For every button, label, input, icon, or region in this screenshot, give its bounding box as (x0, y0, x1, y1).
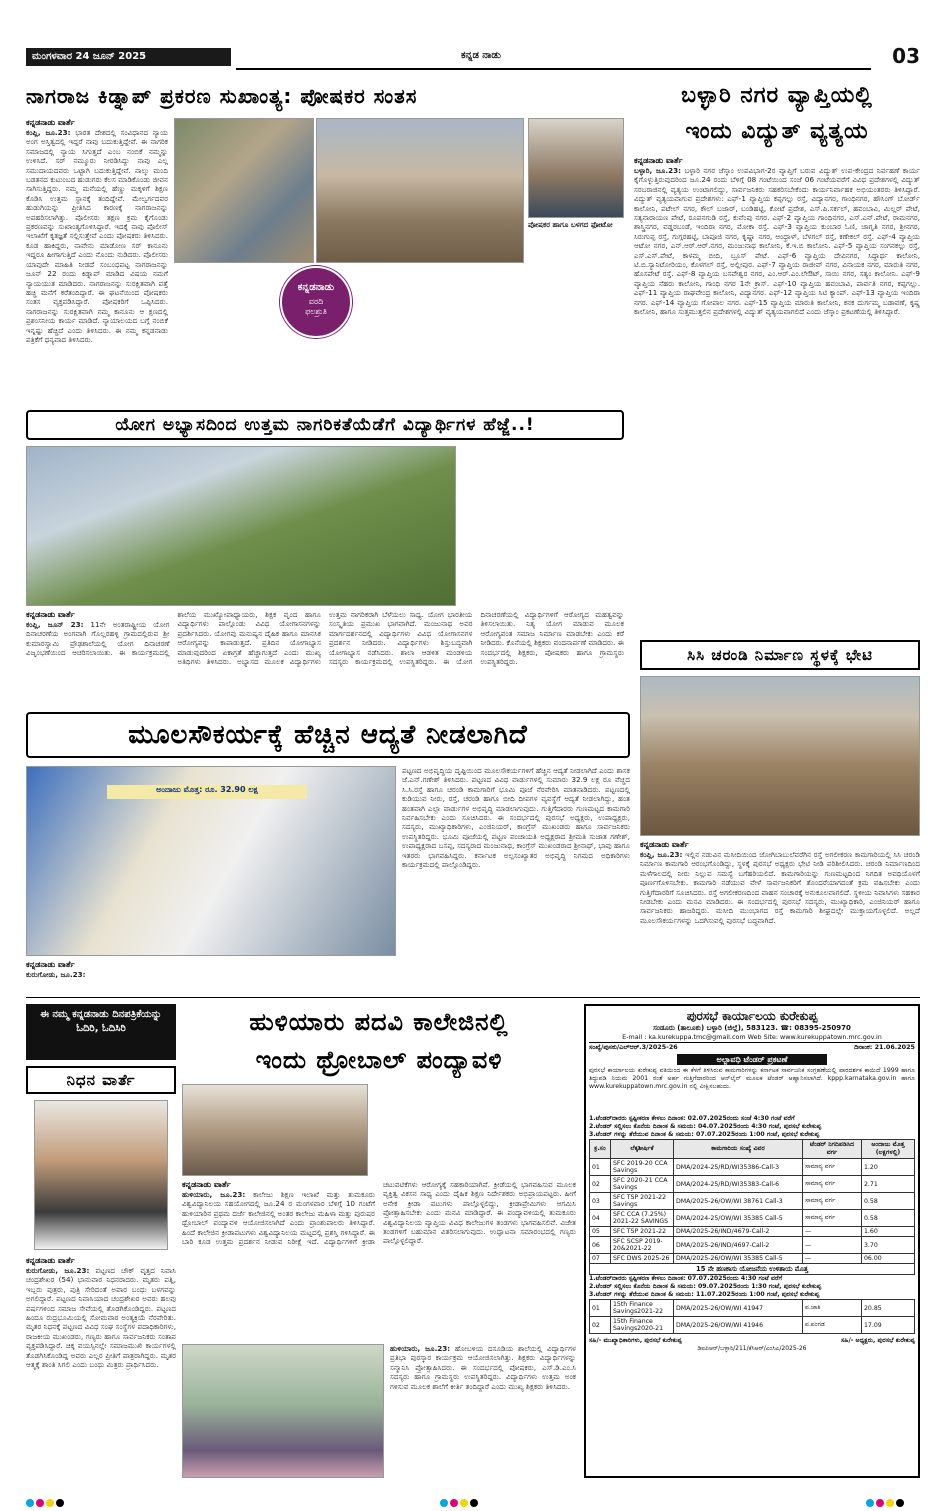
tender-date-2: 2.ಟೆಂಡರ್ ಸಲ್ಲಿಸಲು ಕೊನೆಯ ದಿನಾಂಕ & ಸಮಯ: 04.07.2025ರಂದು 4:30 ಗಂಟೆ, ಪುರಸಭೆ ಕುರೇಕುಪ್ಪ (589, 1123, 822, 1130)
registration-marks-left (26, 1492, 86, 1502)
cell: 07 (590, 1254, 611, 1264)
story-infra (26, 712, 630, 992)
table-row (590, 1254, 915, 1264)
tender-date-1: 1.ಟೆಂಡರ್‌ದಾರರು ಸ್ಪಷ್ಟೀಕರಣ ಕೇಳಲು ದಿನಾಂಕ: 02.07.2025ರಂದು ಸಂಜೆ 4:30 ಗಂಟೆ ವರೆಗೆ (589, 1115, 795, 1122)
story-drain-photo (640, 676, 920, 836)
obituary-dateline: ಕುರುಗೋಡು, ಜೂ.23: (26, 1266, 90, 1275)
cell: SFC TSP 2021-22 Savings (611, 1193, 674, 1210)
story-kidnap-dateline: ಕಂಪ್ಲಿ, ಜೂ.23: (26, 128, 71, 137)
story-yoga-text: 11ನೇ ಅಂತರಾಷ್ಟ್ರೀಯ ಯೋಗ ದಿನಾಚರಣೆಯ ಅಂಗವಾಗಿ ಗೊಲ್ಲರಹಳ್ಳಿ ಗ್ರಾಮದಲ್ಲಿರುವ ಶ್ರೀ ಕುಮಾರಸ್ವಾಮಿ ಪ್ರೌಢಶಾಲೆಯಲ್ಲಿ ಯೋಗ ದಿನಾಚರಣೆ ವಿಜೃಂಭಣೆಯಿಂದ ಆಚರಿಸಲಾಯಿತು. ಈ ಕಾರ್ಯಕ್ರಮದಲ್ಲಿ ಶಾಲೆಯ ಮುಖ್ಯೋಪಾಧ್ಯಾಯರು, ಶಿಕ್ಷಕ ವೃಂದ ಹಾಗೂ ವಿದ್ಯಾರ್ಥಿಗಳು ಪಾಲ್ಗೊಂಡು ವಿವಿಧ ಯೋಗಾಸನಗಳನ್ನು ಪ್ರದರ್ಶಿಸಿದರು. ಯೋಗವು ಮನುಷ್ಯನ ದೈಹಿಕ ಹಾಗೂ ಮಾನಸಿಕ ಆರೋಗ್ಯವನ್ನು ಕಾಪಾಡುತ್ತದೆ. ಪ್ರತಿದಿನ ಯೋಗಾಭ್ಯಾಸ ಮಾಡುವುದರಿಂದ ಏಕಾಗ್ರತೆ ಹೆಚ್ಚಾಗುತ್ತದೆ ಎಂದು ಮುಖ್ಯ ಅತಿಥಿಗಳು ತಿಳಿಸಿದರು. ಅಭ್ಯಾಸದ ಮೂಲಕ ವಿದ್ಯಾರ್ಥಿಗಳು ಉತ್ತಮ ನಾಗರಿಕರಾಗಿ ಬೆಳೆಯಲು ಸಾಧ್ಯ. ಯೋಗ ಭಾರತೀಯ ಸಂಸ್ಕೃತಿಯ ಪ್ರಮುಖ ಭಾಗವಾಗಿದೆ. ಮಂಜುನಾಥ ಅವರ ಮಾರ್ಗದರ್ಶನದಲ್ಲಿ ವಿದ್ಯಾರ್ಥಿಗಳು ವಿವಿಧ ಯೋಗಾಸನಗಳ ಪ್ರದರ್ಶನ ನೀಡಿದರು. ವಿದ್ಯಾರ್ಥಿಗಳು ಶಿಸ್ತುಬದ್ಧವಾಗಿ ಯೋಗಾಭ್ಯಾಸ ನಡೆಸಿದರು. ಶಾಲಾ ಆಡಳಿತ ಮಂಡಳಿಯ ಸದಸ್ಯರು ಕಾರ್ಯಕ್ರಮದಲ್ಲಿ ಉಪಸ್ಥಿತರಿದ್ದರು. ಈ ಯೋಗ ದಿನಾಚರಣೆಯಲ್ಲಿ ವಿದ್ಯಾರ್ಥಿಗಳಿಗೆ ಆರೋಗ್ಯದ ಮಹತ್ವವನ್ನು ತಿಳಿಸಲಾಯಿತು. ನಿತ್ಯ ಯೋಗ ಮಾಡುವ ಮೂಲಕ ಆರೋಗ್ಯವಂತ ಸಮಾಜ ನಿರ್ಮಾಣ ಮಾಡಬೇಕು ಎಂದು ಕರೆ ನೀಡಿದರು. ಕೊನೆಯಲ್ಲಿ ಶಿಕ್ಷಕರು ವಂದನಾರ್ಪಣೆ ಮಾಡಿದರು. ಈ ಸಂದರ್ಭದಲ್ಲಿ ಶಿಕ್ಷಕರು, ಪೋಷಕರು ಹಾಗೂ ಗ್ರಾಮಸ್ಥರು ಉಪಸ್ಥಿತರಿದ್ದರು. (26, 610, 624, 667)
cell: DMA/2024-25/OW/WI 35385 Call-5 (674, 1210, 803, 1227)
cell: 1.20 (862, 1159, 915, 1176)
story-infra-headline: ಮೂಲಸೌಕರ್ಯಕ್ಕೆ ಹೆಚ್ಚಿನ ಆದ್ಯತೆ ನೀಡಲಾಗಿದೆ (128, 720, 528, 750)
reg-dot-black (896, 1499, 904, 1507)
cell: 20.85 (862, 1300, 915, 1317)
cell: 01 (590, 1300, 611, 1317)
story-kidnap-headline: ನಾಗರಾಜ ಕಿಡ್ನಾಪ್ ಪ್ರಕರಣ ಸುಖಾಂತ್ಯ: ಪೋಷಕರ ಸಂತಸ (26, 84, 418, 108)
story-yoga-headline: ಯೋಗ ಅಭ್ಯಾಸದಿಂದ ಉತ್ತಮ ನಾಗರಿಕತೆಯೆಡೆಗೆ ವಿದ್ಯಾರ್ಥಿಗಳ ಹೆಜ್ಜೆ..! (115, 415, 535, 435)
tender-date-3: 3.ಟೆಂಡರ್ ಗಳನ್ನು ತೆರೆಯುವ ದಿನಾಂಕ & ಸಮಯ: 07.07.2025ರಂದು 1:00 ಗಂಟೆ, ಪುರಸಭೆ ಕುರೇಕುಪ್ಪ (589, 1131, 820, 1138)
cell: SFC DWS 2025-26 (611, 1254, 674, 1264)
tender-col-head: ಲೆಕ್ಕಶೀರ್ಷಿಕೆ (611, 1140, 674, 1159)
story-yoga-byline: ಕನ್ನಡನಾಡು ವಾರ್ತೆ (26, 610, 75, 619)
cell: 06.00 (862, 1254, 915, 1264)
tender-section2-title: 15 ನೇ ಹಣಕಾಸು ಯೋಜನೆಯ ಉಳಿತಾಯ ಮೊತ್ತ (589, 1264, 915, 1275)
story-throwball-headline-2: ಇಂದು ಥ್ರೋಬಾಲ್ ಪಂದ್ಯಾವಳಿ (255, 1046, 503, 1074)
cell: DMA/2025-26/OW/WI 35385 Call-5 (674, 1254, 803, 1264)
obituary-photo (34, 1100, 168, 1250)
tender-ref-date: ದಿನಾಂಕ: 21.06.2025 (854, 1043, 915, 1051)
tender-date2-2: 2.ಟೆಂಡರ್ ಸಲ್ಲಿಸಲು ಕೊನೆಯ ದಿನಾಂಕ & ಸಮಯ: 09.07.2025ರಂದು 1:30 ಗಂಟೆ, ಪುರಸಭೆ ಕುರೇಕುಪ್ಪ (589, 1283, 822, 1290)
story-infra-body-right (402, 766, 630, 992)
cell: ಪ.ಜಾತಿ (803, 1300, 862, 1317)
tender-col-amount: ಅಂದಾಜು ಮೊತ್ತ (ಲಕ್ಷಗಳಲ್ಲಿ) (862, 1140, 915, 1159)
story-throwball-dateline: ಹುಳಿಯಾರು, ಜೂ.23: (182, 1190, 246, 1199)
cell: SFC CCA (7.25%) 2021-22 SAVINGS (611, 1210, 674, 1227)
promo-box (26, 1004, 176, 1060)
story-throwball-dateline2: ಹುಳಿಯಾರು, ಜೂ.23: (390, 1344, 451, 1353)
masthead (26, 44, 920, 70)
tender-sign-right: ಸಹಿ/- ಅಧ್ಯಕ್ಷರು, ಪುರಸಭೆ ಕುರೇಕುಪ್ಪ (840, 1337, 915, 1344)
cell: 0.58 (862, 1193, 915, 1210)
cell: DMA/2025-26/OW/WI 38761 Call-3 (674, 1193, 803, 1210)
tender-table-2 (589, 1299, 915, 1334)
story-power-body (634, 156, 920, 636)
tender-col-sl: ಕ್ರ.ಸಂ (590, 1140, 611, 1159)
cell: DMA/2025-26/IND/4697-Call-2 (674, 1237, 803, 1254)
cell: — (803, 1237, 862, 1254)
story-throwball-text2: ಹೋಬಳಿಯ ದಸೂಡಿಯ ಶಾಲೆಯಲ್ಲಿ ವಿದ್ಯಾರ್ಥಿಗಳ ಪ್ರತಿಭಾ ಪುರಸ್ಕಾರ ಕಾರ್ಯಕ್ರಮ ಆಯೋಜಿಸಲಾಗಿತ್ತು. ಶಿಕ್ಷಕರು ವಿದ್ಯಾರ್ಥಿಗಳನ್ನು ಸನ್ಮಾನಿಸಿ ಪ್ರೋತ್ಸಾಹಿಸಿದರು. ಈ ಸಂದರ್ಭದಲ್ಲಿ ಪೋಷಕರು, ಎಸ್.ಡಿ.ಎಂ.ಸಿ ಸದಸ್ಯರು ಹಾಗೂ ಗ್ರಾಮಸ್ಥರು ಉಪಸ್ಥಿತರಿದ್ದರು. ವಿದ್ಯಾರ್ಥಿಗಳು ಉತ್ತಮ ಅಂಕ ಗಳಿಸುವ ಮೂಲಕ ಶಾಲೆಗೆ ಕೀರ್ತಿ ತಂದಿದ್ದಾರೆ ಎಂದು ಮುಖ್ಯ ಶಿಕ್ಷಕರು ತಿಳಿಸಿದರು. (390, 1344, 576, 1391)
reg-dot-black (56, 1499, 64, 1507)
cell: ಸಾಮಾನ್ಯ ವರ್ಗ (803, 1193, 862, 1210)
cell: 0.58 (862, 1210, 915, 1227)
story-throwball-body2 (390, 1344, 576, 1478)
story-drain-text: ಇಲ್ಲಿನ ನಡುವಿನ ಮಸೀದಿಯಿಂದ ಜೋಗಿಬಾಬುಲೆವರೆಗಿನ ರಸ್ತೆ ಅಗಲೀಕರಣ ಕಾಮಗಾರಿಯಲ್ಲಿ ಸಿಸಿ ಚರಂಡಿ ನಿರ್ಮಾಣ ಕಾಮಗಾರಿ ಆರಂಭಗೊಂಡಿದ್ದು, ಸ್ಥಳಕ್ಕೆ ಪುರಸಭೆ ಅಧ್ಯಕ್ಷರು ಭೇಟಿ ನೀಡಿ ಪರಿಶೀಲಿಸಿದರು. ಚರಂಡಿ ನಿರ್ಮಾಣದಿಂದ ಮಳೆಗಾಲದಲ್ಲಿ ನೀರು ನಿಲ್ಲುವ ಸಮಸ್ಯೆ ಬಗೆಹರಿಯಲಿದೆ. ಕಾಮಗಾರಿಯನ್ನು ಗುಣಮಟ್ಟದಿಂದ ನಿಗದಿತ ಅವಧಿಯೊಳಗೆ ಪೂರ್ಣಗೊಳಿಸಬೇಕು. ಕಾಮಗಾರಿ ನಡೆಯುವ ವೇಳೆ ಸಾರ್ವಜನಿಕರಿಗೆ ತೊಂದರೆಯಾಗದಂತೆ ಕ್ರಮ ವಹಿಸಬೇಕು ಎಂದು ಗುತ್ತಿಗೆದಾರರಿಗೆ ಸೂಚಿಸಿದರು. ರಸ್ತೆ ಅಗಲೀಕರಣದಿಂದ ವಾಹನ ಸಂಚಾರಕ್ಕೆ ಅನುಕೂಲವಾಗಲಿದೆ. ಸ್ಥಳೀಯ ನಿವಾಸಿಗಳು ಸಹಕಾರ ನೀಡಬೇಕು ಎಂದು ಮನವಿ ಮಾಡಿದರು. ಈ ಸಂದರ್ಭದಲ್ಲಿ ಪುರಸಭೆ ಸದಸ್ಯರು, ಮುಖ್ಯಾಧಿಕಾರಿ, ಎಂಜಿನಿಯರ್ ಹಾಗೂ ಸಾರ್ವಜನಿಕರು ಹಾಜರಿದ್ದರು. ಮಸೀದಿ ಮುಂಭಾಗದ ರಸ್ತೆ ಕಾಮಗಾರಿ ಶೀಘ್ರದಲ್ಲೇ ಮುಕ್ತಾಯಗೊಳ್ಳಲಿದೆ. ಅಲ್ಲದೆ ಮೂಲಸೌಕರ್ಯಗಳನ್ನು ಒದಗಿಸುವಲ್ಲಿ ಪುರಸಭೆ ಬದ್ಧವಾಗಿದೆ. (640, 850, 920, 925)
reg-dot-cyan (26, 1499, 34, 1507)
page-number: 03 (892, 44, 920, 68)
tender-dates (589, 1115, 915, 1139)
story-power-headline-1: ಬಳ್ಳಾರಿ ನಗರ ವ್ಯಾಪ್ತಿಯಲ್ಲಿ (681, 83, 873, 108)
cell: DMA/2025-26/OW/WI 41946 (674, 1317, 803, 1334)
table-row (590, 1237, 915, 1254)
cell: 3.70 (862, 1237, 915, 1254)
story-power (634, 78, 920, 638)
badge-brand: ಕನ್ನಡನಾಡು (297, 282, 335, 293)
tender-table-header (590, 1140, 915, 1159)
obituary-title-box (26, 1066, 176, 1094)
story-infra-dateline: ಕುರುಗೋಡು, ಜೂ.23: (26, 970, 86, 979)
story-power-text: ಬಳ್ಳಾರಿ ನಗರ ಜೆಸ್ಕಾಂ ಉಪವಿಭಾಗ-2ರ ವ್ಯಾಪ್ತಿಗೆ ಬರುವ ವಿದ್ಯುತ್ ಉಪ-ಕೇಂದ್ರದ ನಿರ್ವಹಣೆ ಕಾರ್ಯ ಕೈಗೊಳ್ಳುತ್ತಿರುವುದರಿಂದ ಜೂ.24 ರಂದು ಬೆಳಿಗ್ಗೆ 08 ಗಂಟೆಯಿಂದ ಸಂಜೆ 06 ಗಂಟೆಯವರೆಗೆ ವಿವಿಧ ಪ್ರದೇಶಗಳಲ್ಲಿ ವಿದ್ಯುತ್ ಸರಬರಾಜಿನಲ್ಲಿ ವ್ಯತ್ಯಯ ಉಂಟಾಗಲಿದ್ದು, ಸಾರ್ವಜನಿಕರು ಸಹಕರಿಸಬೇಕೆಂದು ಕಾರ್ಯನಿರ್ವಾಹಕ ಅಭಿಯಂತರರು ತಿಳಿಸಿದ್ದಾರೆ. ವಿದ್ಯುತ್ ವ್ಯತ್ಯಯವಾಗುವ ಪ್ರದೇಶಗಳು: ಎಫ್-1 ವ್ಯಾಪ್ತಿಯ ಕಪ್ಪಗಲ್ಲು ರಸ್ತೆ, ವಿದ್ಯಾನಗರ, ಗಾಂಧಿನಗರ, ಹೌಸಿಂಗ್ ಬೋರ್ಡ್ ಕಾಲೋನಿ, ಪಟೇಲ್ ನಗರ, ಕೌಲ್ ಬಜಾರ್, ಬಂಡಿಹಟ್ಟಿ, ಕೋಟೆ ಪ್ರದೇಶ, ಎಸ್.ಪಿ.ಸರ್ಕಲ್, ಹವಂಬಾವಿ, ಮಿಲ್ಲರ್ ಪೇಟೆ, ಸತ್ಯನಾರಾಯಣ ಪೇಟೆ, ರೂಪನಗುಡಿ ರಸ್ತೆ, ಕುವೆಂಪು ನಗರ. ಎಫ್-2 ವ್ಯಾಪ್ತಿಯ ಗಾಂಧಿನಗರ, ಎಸ್.ಎನ್.ಪೇಟೆ, ರಾಮನಗರ, ಶಾಸ್ತ್ರಿನಗರ, ವಡ್ಡರಬಂಡೆ, ಇಂದಿರಾ ನಗರ, ಮೋಕಾ ರಸ್ತೆ. ಎಫ್-3 ವ್ಯಾಪ್ತಿಯ ಕುಂಬಾರ ಓಣಿ, ಜಾಗೃತಿ ನಗರ, ಶ್ರೀನಗರ, ಸಿರುಗುಪ್ಪ ರಸ್ತೆ, ಗುಗ್ಗರಹಟ್ಟಿ, ಬಾಪೂಜಿ ನಗರ, ಕೃಷ್ಣಾ ನಗರ, ಆಂಧ್ರಾಳ್, ಬೆಳಗಲ್ ರಸ್ತೆ, ಕಣೇಕಲ್ ರಸ್ತೆ. ಎಫ್-4 ವ್ಯಾಪ್ತಿಯ ಆಟೋ ನಗರ, ಎನ್.ಆರ್.ಆರ್.ನಗರ, ಮಂಜುನಾಥ ಕಾಲೋನಿ, ಕೆ.ಇ.ಬಿ ಕಾಲೋನಿ. ಎಫ್-5 ವ್ಯಾಪ್ತಿಯ ಸಂಗನಕಲ್ಲು ರಸ್ತೆ, ಎಸ್.ಎಸ್.ಪೇಟೆ, ಕಾಳಮ್ಮ ಬೀದಿ, ಬ್ರೂಸ್ ಪೇಟೆ. ಎಫ್-6 ವ್ಯಾಪ್ತಿಯ ದೇವಿನಗರ, ಸಿದ್ಧಾರ್ಥ ಕಾಲೋನಿ, ಟಿ.ಬಿ.ಸ್ಯಾನಿಟೋರಿಯಂ, ಕೊಳಗಲ್ ರಸ್ತೆ, ಅಲ್ಲೀಪುರ. ಎಫ್-7 ವ್ಯಾಪ್ತಿಯ ರಾಜೀವ್ ನಗರ, ವಿನಾಯಕ ನಗರ, ಮಾರುತಿ ನಗರ, ಹೊಸಪೇಟೆ ರಸ್ತೆ. ಎಫ್-8 ವ್ಯಾಪ್ತಿಯ ಬಸವೇಶ್ವರ ನಗರ, ಎಂ.ಆರ್.ಎಂ.ಲೇಔಟ್, ಸಾಯಿ ನಗರ, ಸತ್ಯಂ ಕಾಲೋನಿ. ಎಫ್-9 ವ್ಯಾಪ್ತಿಯ ನೆಹರು ಕಾಲೋನಿ, ಗಾಂಧಿ ನಗರ 1ನೇ ಕ್ರಾಸ್. ಎಫ್-10 ವ್ಯಾಪ್ತಿಯ ಹವಂಬಾವಿ, ಪಾರ್ವತಿ ನಗರ, ಕಪ್ಪಗಲ್ಲು. ಎಫ್-11 ವ್ಯಾಪ್ತಿಯ ರಾಘವೇಂದ್ರ ಕಾಲೋನಿ, ವಿದ್ಯಾನಗರ. ಎಫ್-12 ವ್ಯಾಪ್ತಿಯ ಸಿಟಿ ಕ್ಯಾಂಪ್. ಎಫ್-13 ವ್ಯಾಪ್ತಿಯ ಇಂದಿರಾ ನಗರ. ಎಫ್-14 ವ್ಯಾಪ್ತಿಯ ಗೋಪಾಲ ನಗರ. ಎಫ್-15 ವ್ಯಾಪ್ತಿಯ ಮಾರುತಿ ಕಾಲೋನಿ, ಕನಕ ದುರ್ಗಮ್ಮ ಬಡಾವಣೆ, ಕೃಷ್ಣ ಕಾಲೋನಿ, ಹಾಗೂ ಸುತ್ತಮುತ್ತಲಿನ ಪ್ರದೇಶಗಳಲ್ಲಿ ವಿದ್ಯುತ್ ವ್ಯತ್ಯಯವಾಗಲಿದೆ ಎಂದು ಜೆಸ್ಕಾಂ ಪ್ರಕಟಣೆಯಲ್ಲಿ ತಿಳಿಸಿದ್ದಾರೆ. (634, 166, 920, 317)
story-drain-dateline: ಕಂಪ್ಲಿ, ಜೂ.23: (640, 850, 683, 859)
story-throwball-photo-students (182, 1344, 384, 1478)
story-kidnap-byline: ಕನ್ನಡನಾಡು ವಾರ್ತೆ (26, 118, 75, 127)
table-row (590, 1193, 915, 1210)
story-kidnap-photo-family (316, 118, 524, 263)
cell: 17.09 (862, 1317, 915, 1334)
tender-dates2 (589, 1275, 915, 1299)
story-power-byline: ಕನ್ನಡನಾಡು ವಾರ್ತೆ (634, 156, 683, 165)
cell: — (803, 1254, 862, 1264)
tender-ref-row (589, 1043, 915, 1052)
promo-text: ಈ ನಮ್ಮ ಕನ್ನಡನಾಡು ದಿನಪತ್ರಿಕೆಯನ್ನು ಓದಿರಿ, ಓದಿಸಿರಿ (40, 1009, 162, 1034)
obituary-title: ನಿಧನ ವಾರ್ತೆ (66, 1071, 136, 1089)
cell: DMA/2025-26/OW/WI 41947 (674, 1300, 803, 1317)
story-drain (640, 640, 920, 992)
story-yoga (26, 410, 624, 682)
cell: ಸಾಮಾನ್ಯ ವರ್ಗ (803, 1159, 862, 1176)
story-power-dateline: ಬಳ್ಳಾರಿ, ಜೂ.23: (634, 166, 681, 175)
story-throwball-headline-1: ಹುಳಿಯಾರು ಪದವಿ ಕಾಲೇಜಿನಲ್ಲಿ (249, 1008, 509, 1036)
table-row (590, 1176, 915, 1193)
tender-date2-3: 3.ಟೆಂಡರ್ ಗಳನ್ನು ತೆರೆಯುವ ದಿನಾಂಕ & ಸಮಯ: 11.07.2025ರಂದು 1:00 ಗಂಟೆ, ಪುರಸಭೆ ಕುರೇಕುಪ್ಪ (589, 1291, 820, 1298)
story-yoga-body (26, 610, 624, 682)
tender-table (589, 1139, 915, 1264)
story-drain-headline: ಸಿಸಿ ಚರಂಡಿ ನಿರ್ಮಾಣ ಸ್ಥಳಕ್ಕೆ ಭೇಟಿ (687, 646, 873, 664)
cell: 04 (590, 1210, 611, 1227)
story-yoga-photo (26, 446, 456, 606)
cell: ಸಾಮಾನ್ಯ ವರ್ಗ (803, 1210, 862, 1227)
story-drain-body (640, 840, 920, 992)
story-drain-byline: ಕನ್ನಡನಾಡು ವಾರ್ತೆ (640, 840, 689, 849)
table-row (590, 1317, 915, 1334)
cell: SFC TSP 2021-22 (611, 1227, 674, 1237)
story-infra-photo (26, 766, 396, 956)
story-throwball-photo-officials (182, 1084, 368, 1176)
story-kidnap-photo-portrait (528, 118, 624, 218)
masthead-rule (236, 68, 871, 70)
reg-dot-black (470, 1499, 478, 1507)
cell: DMA/2025-26/IND/4679-Call-2 (674, 1227, 803, 1237)
cell: DMA/2024-25/RD/WI35386-Call-3 (674, 1159, 803, 1176)
table-row (590, 1300, 915, 1317)
story-infra-text: ಪಟ್ಟಣದ ಅಭಿವೃದ್ಧಿಯ ದೃಷ್ಟಿಯಿಂದ ಮೂಲಸೌಕರ್ಯಗಳಿಗೆ ಹೆಚ್ಚಿನ ಆದ್ಯತೆ ನೀಡಲಾಗಿದೆ ಎಂದು ಶಾಸಕ ಜೆ.ಎನ್.ಗಣೇಶ್ ತಿಳಿಸಿದರು. ಪಟ್ಟಣದ ವಿವಿಧ ವಾರ್ಡುಗಳಲ್ಲಿ ಸುಮಾರು 32.9 ಲಕ್ಷ ರೂ ವೆಚ್ಚದ ಸಿ.ಸಿ.ರಸ್ತೆ ಹಾಗೂ ಚರಂಡಿ ಕಾಮಗಾರಿಗೆ ಭೂಮಿ ಪೂಜೆ ನೆರವೇರಿಸಿ ಮಾತನಾಡಿದರು. ಪಟ್ಟಣದಲ್ಲಿ ಕುಡಿಯುವ ನೀರು, ರಸ್ತೆ, ಚರಂಡಿ ಹಾಗೂ ಬೀದಿ ದೀಪಗಳ ವ್ಯವಸ್ಥೆಗೆ ಆದ್ಯತೆ ನೀಡಲಾಗಿದ್ದು, ಹಂತ ಹಂತವಾಗಿ ಎಲ್ಲಾ ವಾರ್ಡುಗಳ ಅಭಿವೃದ್ಧಿ ಮಾಡಲಾಗುವುದು. ಗುತ್ತಿಗೆದಾರರು ಗುಣಮಟ್ಟದ ಕಾಮಗಾರಿ ನಿರ್ವಹಿಸಬೇಕು ಎಂದು ಸೂಚಿಸಿದರು. ಈ ಸಂದರ್ಭದಲ್ಲಿ ಪುರಸಭೆ ಅಧ್ಯಕ್ಷರು, ಉಪಾಧ್ಯಕ್ಷರು, ಸದಸ್ಯರು, ಮುಖ್ಯಾಧಿಕಾರಿಗಳು, ಎಂಜಿನಿಯರ್, ಕಾಂಗ್ರೆಸ್ ಮುಖಂಡರು ಹಾಗೂ ಸಾರ್ವಜನಿಕರು ಉಪಸ್ಥಿತರಿದ್ದರು. ಭೂಮಿ ಪೂಜೆಯಲ್ಲಿ ಪಟ್ಟಣ ಪಂಚಾಯತಿ ಅಧ್ಯಕ್ಷರಾದ ಶ್ರೀಮತಿ ಸುಜಾತ ಗಣೇಶ್, ಉಪಾಧ್ಯಕ್ಷರಾದ ಬಸಪ್ಪ, ಸದಸ್ಯರಾದ ಮಂಜುನಾಥ, ಕಾಂಗ್ರೆಸ್ ಮುಖಂಡರಾದ ಶ್ರೀನಾಥ್, ಭಾವು ಹಾಗೂ ಇತರರು ಭಾಗವಹಿಸಿದ್ದರು. ಕರ್ನಾಟಕ ಅಲ್ಪಸಂಖ್ಯಾತರ ಅಭಿವೃದ್ಧಿ ನಿಗಮದ ಅಧಿಕಾರಿಗಳು ಕಾರ್ಯಕ್ರಮದಲ್ಲಿ ಪಾಲ್ಗೊಂಡಿದ್ದರು. (402, 766, 630, 870)
cell: DMA/2024-25/RD/WI35383-Call-6 (674, 1176, 803, 1193)
story-drain-headline-box (640, 640, 920, 670)
cell: 1.60 (862, 1227, 915, 1237)
separator-mid (26, 997, 920, 998)
cell: 01 (590, 1159, 611, 1176)
story-power-headline-2: ಇಂದು ವಿದ್ಯುತ್ ವ್ಯತ್ಯಯ (685, 119, 869, 144)
table-row (590, 1210, 915, 1227)
reg-dot-magenta (876, 1499, 884, 1507)
tender-email: E-mail : ka.kurekuppa.tmc@gmail.com Web Site: www.kurekuppatown.mrc.gov.in (589, 1033, 915, 1043)
story-throwball-text: ಕಾಲೇಜು ಶಿಕ್ಷಣ ಇಲಾಖೆ ಮತ್ತು ತುಮಕೂರು ವಿಶ್ವವಿದ್ಯಾನಿಲಯ ಸಹಯೋಗದಲ್ಲಿ ಜೂ.24 ರ ಮಂಗಳವಾರ ಬೆಳಿಗ್ಗೆ 10 ಗಂಟೆಗೆ ಹುಳಿಯಾರಿನ ಪ್ರಥಮ ದರ್ಜೆ ಕಾಲೇಜಿನಲ್ಲಿ ಅಂತರ ಕಾಲೇಜು ಮಹಿಳಾ ಮತ್ತು ಪುರುಷರ ಥ್ರೋಬಾಲ್ ಪಂದ್ಯಾವಳಿ ಆಯೋಜಿಸಲಾಗಿದೆ ಎಂದು ಪ್ರಾಂಶುಪಾಲರು ತಿಳಿಸಿದ್ದಾರೆ. ಹಿಂದೆ ಕಾಲೇಜಿನ ಕ್ರೀಡಾಪಟುಗಳು ವಿಶ್ವವಿದ್ಯಾನಿಲಯ ಮಟ್ಟದಲ್ಲಿ ಪ್ರಶಸ್ತಿ ಗಳಿಸಿದ್ದಾರೆ. ಈ ಬಾರಿ ಕೂಡ ಉತ್ತಮ ಪ್ರದರ್ಶನ ನೀಡುವ ನಿರೀಕ್ಷೆ ಇದೆ. ವಿದ್ಯಾರ್ಥಿಗಳಿಗೆ ಕ್ರೀಡಾ ಚಟುವಟಿಕೆಗಳು ಆರೋಗ್ಯಕ್ಕೆ ಸಹಕಾರಿಯಾಗಿವೆ. ಕ್ರೀಡೆಯಲ್ಲಿ ಭಾಗವಹಿಸುವ ಮೂಲಕ ವ್ಯಕ್ತಿತ್ವ ವಿಕಸನ ಸಾಧ್ಯ ಎಂದು ದೈಹಿಕ ಶಿಕ್ಷಣ ನಿರ್ದೇಶಕರು ಅಭಿಪ್ರಾಯಪಟ್ಟರು. ಹೀಗೆ ಅನೇಕ ಕ್ರೀಡಾ ಪಟುಗಳು ಪಾಲ್ಗೊಳ್ಳಲಿದ್ದು, ಕ್ರೀಡಾಪ್ರೇಮಿಗಳು ಆಗಮಿಸಿ ಪ್ರೋತ್ಸಾಹಿಸಬೇಕು ಎಂದು ಮನವಿ ಮಾಡಿದ್ದಾರೆ. ಈ ಪಂದ್ಯಾವಳಿಯಲ್ಲಿ ತುಮಕೂರು ವಿಶ್ವವಿದ್ಯಾನಿಲಯ ವ್ಯಾಪ್ತಿಯ ವಿವಿಧ ಕಾಲೇಜುಗಳ ತಂಡಗಳು ಭಾಗವಹಿಸಲಿವೆ. ವಿಜೇತ ತಂಡಗಳಿಗೆ ಬಹುಮಾನ ವಿತರಿಸಲಾಗುವುದು. ಉದ್ಘಾಟನಾ ಸಮಾರಂಭದಲ್ಲಿ ಗಣ್ಯರು ಪಾಲ್ಗೊಳ್ಳಲಿದ್ದಾರೆ. (182, 1180, 576, 1247)
reg-dot-magenta (36, 1499, 44, 1507)
tender-col-work: ಕಾಮಗಾರಿಯ ಸಂಖ್ಯೆ ವಿವರ (674, 1140, 803, 1159)
cell: 03 (590, 1193, 611, 1210)
cell: SFC 2019-20 CCA Savings (611, 1159, 674, 1176)
tender-notice (584, 1004, 920, 1478)
story-kidnap-body: ಭಾರತ ದೇಶದಲ್ಲಿ ಸಂವಿಧಾನದ ನ್ಯಾಯ ಅಂಗ ಅಸ್ತಿತ್ವದಲ್ಲಿ ಇದ್ದರೆ ನಾವು ಬದುಕುತ್ತಿದ್ದೇವೆ. ಈ ನಾಗರಿಕ ಸಮಾಜದಲ್ಲಿ ನ್ಯಾಯ ಸಿಗುತ್ತದೆ ಎಂಬ ನಂಬಿಕೆ ನಮ್ಮನ್ನು ಉಳಿಸಿದೆ. ಸರ್ ನಮ್ಮೂರು ನೀರಡಿಸಿದ್ದು ನಾವು ಎಲ್ಲ ಸಮುದಾಯದವರು ಒಟ್ಟಾಗಿ ಬದುಕುತ್ತಿದ್ದೇವೆ. ನಾಲ್ಕು ಮಂದಿ ಬಡತನದ ಕುಟುಂಬದ ಹುಡುಗರು ಕೆಲಸ ಮಾಡಿಕೊಂಡು ಜೀವನ ಸಾಗಿಸುತ್ತಿದ್ದರು. ನಮ್ಮ ಮನೆಯಲ್ಲಿ ಹೆಣ್ಣು ಮಕ್ಕಳಿಗೆ ಶಿಕ್ಷಣ ಕೊಡಿಸಿ ಉತ್ತಮ ಸ್ಥಾನಕ್ಕೆ ತಂದಿದ್ದೇವೆ. ಮೇಲ್ವರ್ಗದವರ ಹುಡುಗಿಯನ್ನು ಪ್ರೀತಿಸಿದ ಕಾರಣಕ್ಕೆ ನಾಗರಾಜನನ್ನು ಅಪಹರಿಸಲಾಗಿತ್ತು. ಪೊಲೀಸರು ತಕ್ಷಣ ಕ್ರಮ ಕೈಗೊಂಡು ಪ್ರಕರಣವನ್ನು ಸುಖಾಂತ್ಯಗೊಳಿಸಿದ್ದಾರೆ. ಇದಕ್ಕೆ ನಾವು ಪೊಲೀಸ್ ಇಲಾಖೆಗೆ ಕೃತಜ್ಞತೆ ಸಲ್ಲಿಸುತ್ತೇವೆ ಎಂದು ಪೋಷಕರು ತಿಳಿಸಿದರು. ಕೂಡ ಹಾಕಿದ್ದರು, ನಾವೇನು ಮಾಡೋಣ ಸರ್ ಕಾನೂನು ಇದ್ದರೂ ಹೀಗಾಗುತ್ತಿದೆ ಎಂದು ನೊಂದು ನುಡಿದರು. ಪೊಲೀಸರು ಯಾವುದೇ ಮಾಹಿತಿ ನೀಡದೆ ಸಂಬಂಧಪಟ್ಟ ನಾಗರಾಜನನ್ನು ಜೂನ್ 22 ರಂದು ಕಿಡ್ನಾಪ್ ಮಾಡಿದ ವಿಷಯ ನಮಗೆ ನ್ಯಾಯಯುತ ಮಾಡಿದರು. ನಾಗರಾಜನನ್ನು ಸುರಕ್ಷಿತವಾಗಿ ಪತ್ತೆ ಹಚ್ಚಿ ಮನೆಗೆ ಕರೆತಂದಿದ್ದಾರೆ. ಈ ಘಟನೆಯಿಂದ ಪೋಷಕರು ಸಂತಸ ವ್ಯಕ್ತಪಡಿಸಿದ್ದಾರೆ. ಪೋಷಕರಿಗೆ ಒಪ್ಪಿಸಿದರು. ನಾಗರಾಜನನ್ನು ಸುರಕ್ಷಿತವಾಗಿ ನಮ್ಮ ಕಾನೂನು ಆ ಕ್ಷಣದಲ್ಲಿ ಪ್ರಶಂಸನೀಯ ಕಾರ್ಯ ಮಾಡಿದೆ. ನ್ಯಾಯಾಲಯದ ಬಗ್ಗೆ ನಂಬಿಕೆ ಇನ್ನಷ್ಟು ಹೆಚ್ಚಿದೆ ಎಂದು ತಿಳಿಸಿದರು. ಈ ನಮ್ಮ ಕನ್ನಡನಾಡು ಪತ್ರಿಕೆಗೆ ಧನ್ಯವಾದ ತಿಳಿಸಿದರು. (26, 128, 168, 344)
obituary-text: ಪಟ್ಟಣದ ಚೌಕ್ ವೃತ್ತದ ನಿವಾಸಿ ಚಂದ್ರಶೇಖರ (54) ಭಾನುವಾರ ನಿಧನರಾದರು. ಮೃತರು ಪತ್ನಿ, ಇಬ್ಬರು ಪುತ್ರರು, ಪುತ್ರಿ ಸೇರಿದಂತೆ ಅಪಾರ ಬಂಧು ಬಳಗವನ್ನು ಅಗಲಿದ್ದಾರೆ. ಪಟ್ಟಣದ ನಿವಾಸಿಯಾದ ಚಂದ್ರಶೇಖರ ಅವರು ಹಲವು ವರ್ಷಗಳಿಂದ ಸಮಾಜ ಸೇವೆಯಲ್ಲಿ ತೊಡಗಿಕೊಂಡಿದ್ದರು. ಪಟ್ಟಣದ ಹಿಂದೂ ರುದ್ರಭೂಮಿಯಲ್ಲಿ ಸೋಮವಾರ ಅಂತ್ಯಕ್ರಿಯೆ ನೆರವೇರಿತು. ಮೃತರ ನಿಧನಕ್ಕೆ ಪಟ್ಟಣದ ವಿವಿಧ ಸಂಘ ಸಂಸ್ಥೆಗಳ ಪದಾಧಿಕಾರಿಗಳು, ರಾಜಕೀಯ ಮುಖಂಡರು, ಗಣ್ಯರು ಹಾಗೂ ಸಾರ್ವಜನಿಕರು ಸಂತಾಪ ವ್ಯಕ್ತಪಡಿಸಿದ್ದಾರೆ. ಚಿಕ್ಕ ವಯಸ್ಸಿನಲ್ಲೇ ಸಮಾಜಮುಖಿ ಕಾರ್ಯಗಳಲ್ಲಿ ತೊಡಗಿಸಿಕೊಂಡಿದ್ದ ಅವರು ಎಲ್ಲರ ಪ್ರೀತಿಗೆ ಪಾತ್ರರಾಗಿದ್ದರು. ಮೃತರ ಆತ್ಮಕ್ಕೆ ಶಾಂತಿ ಸಿಗಲಿ ಎಂದು ಬಂಧು ಮಿತ್ರರು ಪ್ರಾರ್ಥಿಸಿದರು. (26, 1266, 176, 1370)
tender-date2-1: 1.ಟೆಂಡರ್‌ದಾರರು ಸ್ಪಷ್ಟೀಕರಣ ಕೇಳಲು ದಿನಾಂಕ: 07.07.2025ರಂದು 4:30 ಗಂಟೆ ವರೆಗೆ (589, 1275, 783, 1282)
badge-line1: ವರದಿ (308, 297, 324, 306)
cell: 05 (590, 1227, 611, 1237)
registration-marks-center (440, 1492, 500, 1502)
reg-dot-cyan (866, 1499, 874, 1507)
tender-intro: ಪುರಸಭೆ ಕಾರ್ಯಾಲಯ ಕುರೇಕುಪ್ಪ ವತಿಯಿಂದ ಈ ಕೆಳಗೆ ತಿಳಿಸಿರುವ ಕಾಮಗಾರಿಗಳನ್ನು ಕರ್ನಾಟಕ ಸಾರ್ವಜನಿಕ ಸಂಗ್ರಹಣೆಯಲ್ಲಿ ಪಾರದರ್ಶಕ ಕಾಯಿದೆ 1999 ಹಾಗೂ ತಿದ್ದುಪಡಿ ನಿಯಮ 2001 ರಂತೆ ಅರ್ಹ ಗುತ್ತಿಗೆದಾರರಿಂದ ಆನ್‌ಲೈನ್ ಮೂಲಕ ಟೆಂಡರ್ ಆಹ್ವಾನಿಸಲಾಗಿದೆ. kppp.karnataka.gov.in ಹಾಗೂ www.kurekuppatown.mrc.gov.in ನಲ್ಲಿ ವೀಕ್ಷಿಸಬಹುದು. (589, 1067, 915, 1090)
cell: 06 (590, 1237, 611, 1254)
cell: 02 (590, 1317, 611, 1334)
reg-dot-yellow (886, 1499, 894, 1507)
cell: — (803, 1227, 862, 1237)
reg-dot-cyan (440, 1499, 448, 1507)
reg-dot-yellow (46, 1499, 54, 1507)
badge-line2: ಫಲಶ್ರುತಿ (305, 307, 327, 316)
registration-marks-right (866, 1492, 926, 1502)
cell: SFC 2020-21 CCA Savings (611, 1176, 674, 1193)
table-row (590, 1159, 915, 1176)
obituary-byline: ಕನ್ನಡನಾಡು ವಾರ್ತೆ (26, 1256, 75, 1265)
cell: 15th Finance Savings2021-22 (611, 1300, 674, 1317)
tender-sign-left: ಸಹಿ/- ಮುಖ್ಯಾಧಿಕಾರಿಗಳು, ಪುರಸಭೆ ಕುರೇಕುಪ್ಪ (589, 1337, 682, 1344)
story-kidnap-caption: ಪೋಷಕರ ಹಾಗೂ ಬಳಗದ ಫೋಟೋ (528, 220, 613, 229)
tender-office: ಪುರಸಭೆ ಕಾರ್ಯಾಲಯ ಕುರೇಕುಪ್ಪ (686, 1009, 818, 1023)
masthead-date: ಮಂಗಳವಾರ 24 ಜೂನ್ 2025 (32, 51, 147, 62)
kannadanadu-badge (280, 266, 352, 338)
cell: 02 (590, 1176, 611, 1193)
tender-title: ಅಲ್ಪಾವಧಿ ಟೆಂಡರ್ ಪ್ರಕಟಣೆ (677, 1054, 827, 1065)
cell: ಸಾಮಾನ್ಯ ವರ್ಗ (803, 1176, 862, 1193)
story-throwball (182, 1004, 576, 1478)
cell: ಪ.ಪಂಗಡ (803, 1317, 862, 1334)
masthead-date-box (26, 48, 231, 66)
tender-signatures (589, 1337, 915, 1345)
reg-dot-yellow (460, 1499, 468, 1507)
story-yoga-headline-box (26, 410, 624, 440)
tender-footer-ref: ಡಿಐಪಿಆರ್/ಬಳ್ಳಾರಿ/211/ಕೆಸಿಆರ್/ಎಂಸಿಎ/2025-26 (697, 1345, 807, 1352)
story-kidnap-body-col2 (174, 268, 278, 403)
tender-ref-no: ಸಂಖ್ಯೆ/ಪುಸಕು/ಎಲ್‌ಆರ್.3/2025-26 (589, 1043, 678, 1051)
story-infra-headline-box (26, 712, 630, 758)
tender-col-category: ಟೆಂಡರ್ ನಿಗದಿಪಡಿಸಿದ ವರ್ಗ (803, 1140, 862, 1159)
obituary (26, 1066, 176, 1478)
cell: 2.71 (862, 1176, 915, 1193)
story-throwball-body (182, 1180, 576, 1342)
story-kidnap (26, 78, 624, 403)
cell: SFC SCSP 2019-20&2021-22 (611, 1237, 674, 1254)
story-infra-byline-box (26, 960, 396, 992)
obituary-body (26, 1256, 176, 1478)
story-infra-byline: ಕನ್ನಡನಾಡು ವಾರ್ತೆ (26, 960, 75, 969)
story-infra-banner-text: ಅಂದಾಜು ಮೊತ್ತ: ರೂ. 32.90 ಲಕ್ಷ (107, 785, 307, 799)
story-kidnap-photo-couple (174, 118, 314, 263)
reg-dot-magenta (450, 1499, 458, 1507)
story-kidnap-body-col3 (358, 268, 624, 403)
story-throwball-byline: ಕನ್ನಡನಾಡು ವಾರ್ತೆ (182, 1180, 231, 1189)
cell: 15th Finance Savings2020-21 (611, 1317, 674, 1334)
masthead-paper-name: ಕನ್ನಡ ನಾಡು (461, 50, 501, 61)
story-yoga-dateline: ಕಂಪ್ಲಿ, ಜೂನ್ 23: (26, 620, 84, 629)
table-row (590, 1227, 915, 1237)
tender-address: ಸಂಡೂರು (ತಾಲೂಕು) ಬಳ್ಳಾರಿ (ಜಿಲ್ಲೆ), 583123. ☎: 08395-250970 (653, 1024, 851, 1032)
story-kidnap-body-col1 (26, 118, 168, 403)
